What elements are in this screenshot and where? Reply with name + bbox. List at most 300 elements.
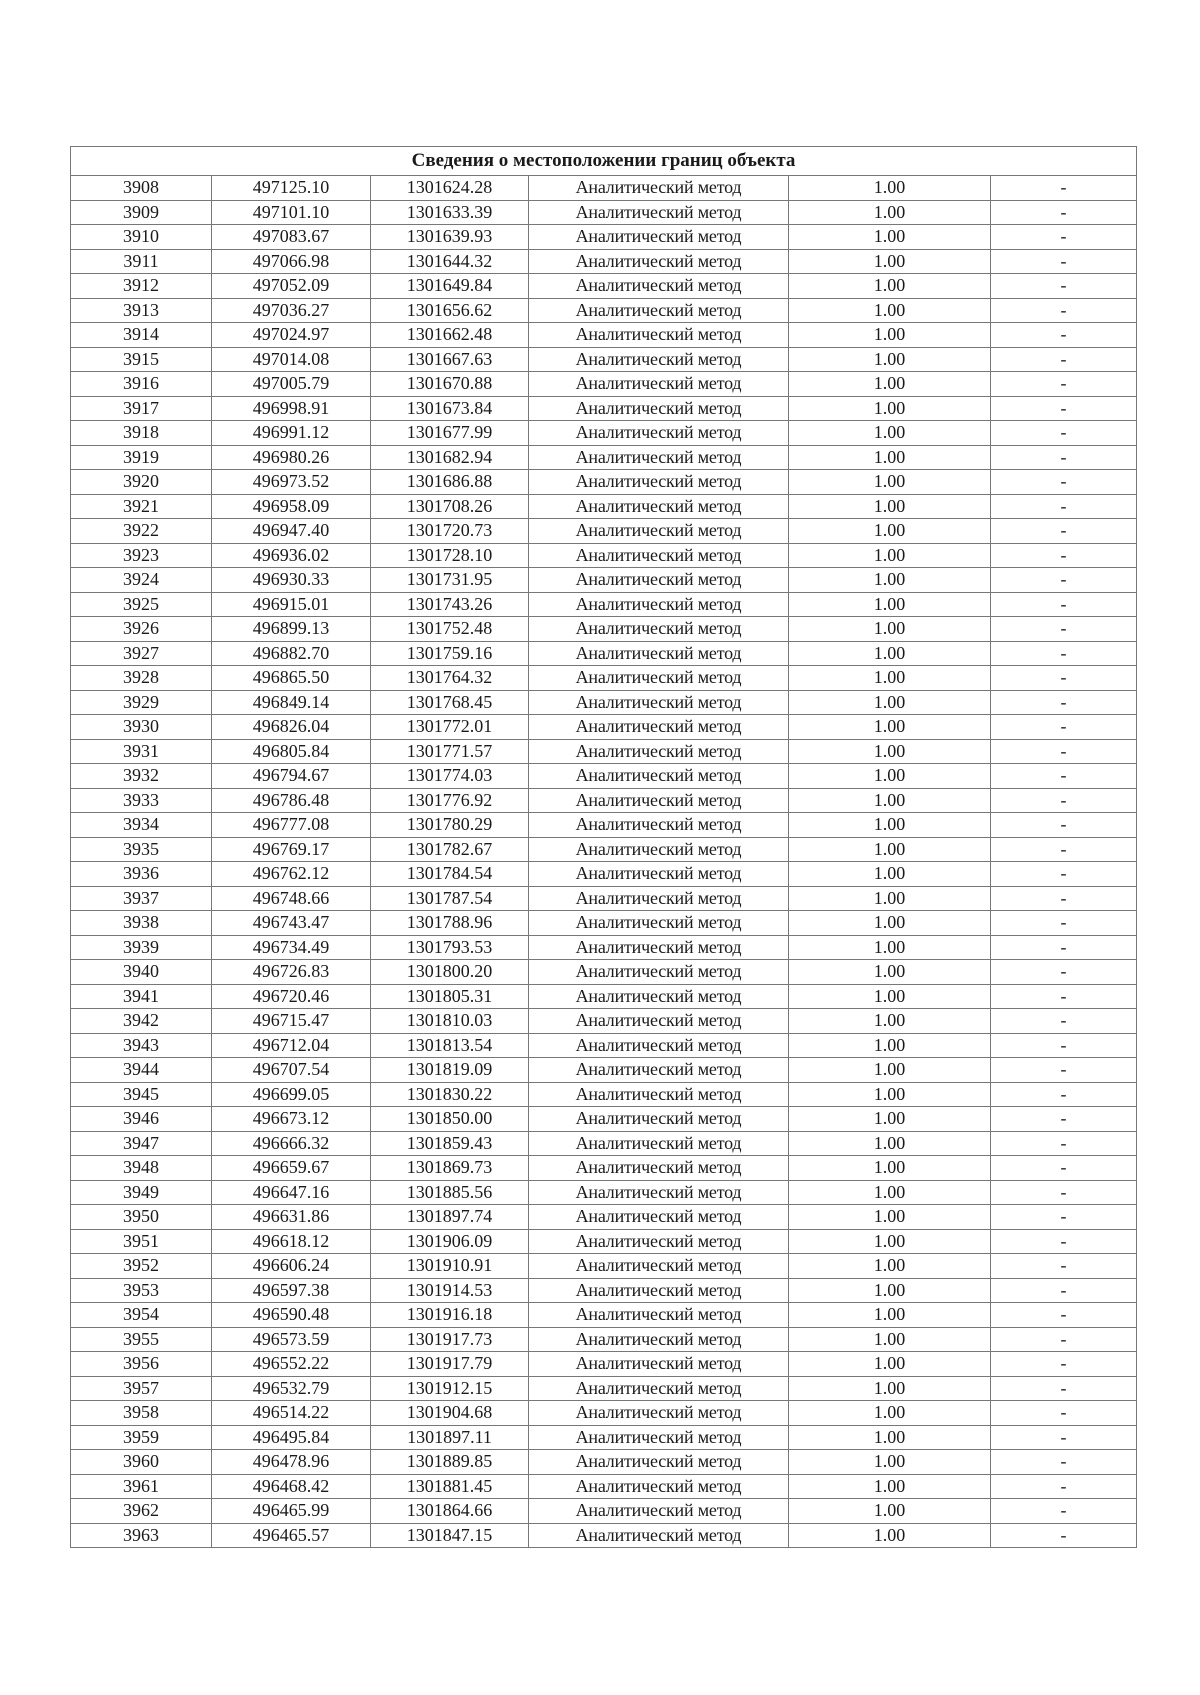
table-row — [71, 690, 1137, 715]
precision-cell: 1.00 — [789, 1303, 991, 1328]
point-number-cell: 3910 — [71, 225, 212, 250]
precision-cell: 1.00 — [789, 249, 991, 274]
table-row — [71, 1499, 1137, 1524]
method-cell: Аналитический метод — [529, 225, 789, 250]
x-coordinate-cell: 497066.98 — [212, 249, 371, 274]
y-coordinate-cell: 1301916.18 — [371, 1303, 529, 1328]
point-number-cell: 3938 — [71, 911, 212, 936]
precision-cell: 1.00 — [789, 323, 991, 348]
method-cell: Аналитический метод — [529, 249, 789, 274]
table-row — [71, 470, 1137, 495]
x-coordinate-cell: 496532.79 — [212, 1376, 371, 1401]
table-row — [71, 249, 1137, 274]
x-coordinate-cell: 496991.12 — [212, 421, 371, 446]
y-coordinate-cell: 1301677.99 — [371, 421, 529, 446]
table-row — [71, 1009, 1137, 1034]
note-cell: - — [991, 1401, 1137, 1426]
precision-cell: 1.00 — [789, 1327, 991, 1352]
point-number-cell: 3919 — [71, 445, 212, 470]
y-coordinate-cell: 1301624.28 — [371, 176, 529, 201]
note-cell: - — [991, 592, 1137, 617]
precision-cell: 1.00 — [789, 421, 991, 446]
y-coordinate-cell: 1301881.45 — [371, 1474, 529, 1499]
point-number-cell: 3939 — [71, 935, 212, 960]
method-cell: Аналитический метод — [529, 739, 789, 764]
note-cell: - — [991, 568, 1137, 593]
x-coordinate-cell: 496865.50 — [212, 666, 371, 691]
y-coordinate-cell: 1301897.74 — [371, 1205, 529, 1230]
table-row — [71, 1205, 1137, 1230]
method-cell: Аналитический метод — [529, 764, 789, 789]
table-row — [71, 813, 1137, 838]
note-cell: - — [991, 1205, 1137, 1230]
point-number-cell: 3951 — [71, 1229, 212, 1254]
x-coordinate-cell: 497125.10 — [212, 176, 371, 201]
method-cell: Аналитический метод — [529, 715, 789, 740]
y-coordinate-cell: 1301897.11 — [371, 1425, 529, 1450]
y-coordinate-cell: 1301662.48 — [371, 323, 529, 348]
precision-cell: 1.00 — [789, 715, 991, 740]
table-row — [71, 494, 1137, 519]
x-coordinate-cell: 496552.22 — [212, 1352, 371, 1377]
method-cell: Аналитический метод — [529, 960, 789, 985]
point-number-cell: 3961 — [71, 1474, 212, 1499]
method-cell: Аналитический метод — [529, 813, 789, 838]
x-coordinate-cell: 497101.10 — [212, 200, 371, 225]
method-cell: Аналитический метод — [529, 641, 789, 666]
note-cell: - — [991, 298, 1137, 323]
point-number-cell: 3923 — [71, 543, 212, 568]
point-number-cell: 3957 — [71, 1376, 212, 1401]
method-cell: Аналитический метод — [529, 1131, 789, 1156]
point-number-cell: 3925 — [71, 592, 212, 617]
point-number-cell: 3943 — [71, 1033, 212, 1058]
point-number-cell: 3922 — [71, 519, 212, 544]
note-cell: - — [991, 1131, 1137, 1156]
table-row — [71, 176, 1137, 201]
point-number-cell: 3953 — [71, 1278, 212, 1303]
x-coordinate-cell: 497014.08 — [212, 347, 371, 372]
note-cell: - — [991, 764, 1137, 789]
y-coordinate-cell: 1301772.01 — [371, 715, 529, 740]
note-cell: - — [991, 960, 1137, 985]
method-cell: Аналитический метод — [529, 1303, 789, 1328]
y-coordinate-cell: 1301667.63 — [371, 347, 529, 372]
precision-cell: 1.00 — [789, 960, 991, 985]
table-row — [71, 1082, 1137, 1107]
method-cell: Аналитический метод — [529, 935, 789, 960]
table-row — [71, 617, 1137, 642]
precision-cell: 1.00 — [789, 641, 991, 666]
point-number-cell: 3913 — [71, 298, 212, 323]
note-cell: - — [991, 1156, 1137, 1181]
point-number-cell: 3917 — [71, 396, 212, 421]
table-row — [71, 764, 1137, 789]
note-cell: - — [991, 1523, 1137, 1548]
method-cell: Аналитический метод — [529, 1425, 789, 1450]
table-row — [71, 715, 1137, 740]
point-number-cell: 3955 — [71, 1327, 212, 1352]
table-row — [71, 445, 1137, 470]
note-cell: - — [991, 347, 1137, 372]
point-number-cell: 3912 — [71, 274, 212, 299]
point-number-cell: 3931 — [71, 739, 212, 764]
table-row — [71, 1376, 1137, 1401]
point-number-cell: 3926 — [71, 617, 212, 642]
method-cell: Аналитический метод — [529, 690, 789, 715]
point-number-cell: 3936 — [71, 862, 212, 887]
y-coordinate-cell: 1301910.91 — [371, 1254, 529, 1279]
table-row — [71, 1450, 1137, 1475]
precision-cell: 1.00 — [789, 1474, 991, 1499]
table-row — [71, 1107, 1137, 1132]
x-coordinate-cell: 496762.12 — [212, 862, 371, 887]
x-coordinate-cell: 496715.47 — [212, 1009, 371, 1034]
precision-cell: 1.00 — [789, 690, 991, 715]
point-number-cell: 3908 — [71, 176, 212, 201]
point-number-cell: 3929 — [71, 690, 212, 715]
table-row — [71, 1131, 1137, 1156]
y-coordinate-cell: 1301906.09 — [371, 1229, 529, 1254]
precision-cell: 1.00 — [789, 568, 991, 593]
x-coordinate-cell: 496748.66 — [212, 886, 371, 911]
y-coordinate-cell: 1301764.32 — [371, 666, 529, 691]
point-number-cell: 3963 — [71, 1523, 212, 1548]
point-number-cell: 3942 — [71, 1009, 212, 1034]
table-row — [71, 298, 1137, 323]
method-cell: Аналитический метод — [529, 298, 789, 323]
x-coordinate-cell: 496666.32 — [212, 1131, 371, 1156]
method-cell: Аналитический метод — [529, 837, 789, 862]
method-cell: Аналитический метод — [529, 421, 789, 446]
x-coordinate-cell: 496726.83 — [212, 960, 371, 985]
precision-cell: 1.00 — [789, 1180, 991, 1205]
x-coordinate-cell: 496631.86 — [212, 1205, 371, 1230]
method-cell: Аналитический метод — [529, 1523, 789, 1548]
note-cell: - — [991, 519, 1137, 544]
x-coordinate-cell: 496465.99 — [212, 1499, 371, 1524]
method-cell: Аналитический метод — [529, 1278, 789, 1303]
y-coordinate-cell: 1301649.84 — [371, 274, 529, 299]
note-cell: - — [991, 617, 1137, 642]
note-cell: - — [991, 911, 1137, 936]
table-row — [71, 1352, 1137, 1377]
x-coordinate-cell: 496673.12 — [212, 1107, 371, 1132]
x-coordinate-cell: 496707.54 — [212, 1058, 371, 1083]
x-coordinate-cell: 496882.70 — [212, 641, 371, 666]
note-cell: - — [991, 1450, 1137, 1475]
note-cell: - — [991, 641, 1137, 666]
y-coordinate-cell: 1301780.29 — [371, 813, 529, 838]
method-cell: Аналитический метод — [529, 445, 789, 470]
note-cell: - — [991, 666, 1137, 691]
x-coordinate-cell: 496468.42 — [212, 1474, 371, 1499]
x-coordinate-cell: 497052.09 — [212, 274, 371, 299]
y-coordinate-cell: 1301885.56 — [371, 1180, 529, 1205]
note-cell: - — [991, 1229, 1137, 1254]
point-number-cell: 3927 — [71, 641, 212, 666]
precision-cell: 1.00 — [789, 1229, 991, 1254]
precision-cell: 1.00 — [789, 200, 991, 225]
y-coordinate-cell: 1301912.15 — [371, 1376, 529, 1401]
method-cell: Аналитический метод — [529, 1254, 789, 1279]
method-cell: Аналитический метод — [529, 984, 789, 1009]
table-row — [71, 347, 1137, 372]
y-coordinate-cell: 1301768.45 — [371, 690, 529, 715]
y-coordinate-cell: 1301743.26 — [371, 592, 529, 617]
method-cell: Аналитический метод — [529, 1180, 789, 1205]
x-coordinate-cell: 496805.84 — [212, 739, 371, 764]
precision-cell: 1.00 — [789, 274, 991, 299]
x-coordinate-cell: 496998.91 — [212, 396, 371, 421]
x-coordinate-cell: 496769.17 — [212, 837, 371, 862]
method-cell: Аналитический метод — [529, 886, 789, 911]
note-cell: - — [991, 445, 1137, 470]
method-cell: Аналитический метод — [529, 1058, 789, 1083]
table-row — [71, 1303, 1137, 1328]
table-row — [71, 396, 1137, 421]
note-cell: - — [991, 176, 1137, 201]
point-number-cell: 3909 — [71, 200, 212, 225]
x-coordinate-cell: 496777.08 — [212, 813, 371, 838]
note-cell: - — [991, 935, 1137, 960]
note-cell: - — [991, 1376, 1137, 1401]
point-number-cell: 3930 — [71, 715, 212, 740]
y-coordinate-cell: 1301847.15 — [371, 1523, 529, 1548]
table-row — [71, 1180, 1137, 1205]
method-cell: Аналитический метод — [529, 666, 789, 691]
note-cell: - — [991, 1180, 1137, 1205]
table-row — [71, 837, 1137, 862]
precision-cell: 1.00 — [789, 1450, 991, 1475]
point-number-cell: 3940 — [71, 960, 212, 985]
y-coordinate-cell: 1301850.00 — [371, 1107, 529, 1132]
method-cell: Аналитический метод — [529, 470, 789, 495]
x-coordinate-cell: 496734.49 — [212, 935, 371, 960]
y-coordinate-cell: 1301728.10 — [371, 543, 529, 568]
method-cell: Аналитический метод — [529, 1401, 789, 1426]
x-coordinate-cell: 496495.84 — [212, 1425, 371, 1450]
method-cell: Аналитический метод — [529, 200, 789, 225]
note-cell: - — [991, 470, 1137, 495]
precision-cell: 1.00 — [789, 372, 991, 397]
note-cell: - — [991, 1107, 1137, 1132]
y-coordinate-cell: 1301759.16 — [371, 641, 529, 666]
table-row — [71, 1156, 1137, 1181]
precision-cell: 1.00 — [789, 1033, 991, 1058]
note-cell: - — [991, 1082, 1137, 1107]
table-row — [71, 592, 1137, 617]
precision-cell: 1.00 — [789, 347, 991, 372]
table-row — [71, 911, 1137, 936]
x-coordinate-cell: 497036.27 — [212, 298, 371, 323]
y-coordinate-cell: 1301830.22 — [371, 1082, 529, 1107]
method-cell: Аналитический метод — [529, 568, 789, 593]
note-cell: - — [991, 813, 1137, 838]
x-coordinate-cell: 496786.48 — [212, 788, 371, 813]
note-cell: - — [991, 396, 1137, 421]
x-coordinate-cell: 496606.24 — [212, 1254, 371, 1279]
table-row — [71, 1401, 1137, 1426]
y-coordinate-cell: 1301656.62 — [371, 298, 529, 323]
precision-cell: 1.00 — [789, 592, 991, 617]
point-number-cell: 3918 — [71, 421, 212, 446]
note-cell: - — [991, 1254, 1137, 1279]
note-cell: - — [991, 1303, 1137, 1328]
y-coordinate-cell: 1301917.79 — [371, 1352, 529, 1377]
point-number-cell: 3956 — [71, 1352, 212, 1377]
precision-cell: 1.00 — [789, 445, 991, 470]
precision-cell: 1.00 — [789, 1254, 991, 1279]
x-coordinate-cell: 496849.14 — [212, 690, 371, 715]
y-coordinate-cell: 1301787.54 — [371, 886, 529, 911]
x-coordinate-cell: 496618.12 — [212, 1229, 371, 1254]
note-cell: - — [991, 200, 1137, 225]
table-row — [71, 1425, 1137, 1450]
method-cell: Аналитический метод — [529, 176, 789, 201]
method-cell: Аналитический метод — [529, 1156, 789, 1181]
method-cell: Аналитический метод — [529, 1082, 789, 1107]
point-number-cell: 3958 — [71, 1401, 212, 1426]
table-row — [71, 568, 1137, 593]
precision-cell: 1.00 — [789, 1523, 991, 1548]
note-cell: - — [991, 1499, 1137, 1524]
method-cell: Аналитический метод — [529, 519, 789, 544]
y-coordinate-cell: 1301904.68 — [371, 1401, 529, 1426]
precision-cell: 1.00 — [789, 1425, 991, 1450]
method-cell: Аналитический метод — [529, 1009, 789, 1034]
y-coordinate-cell: 1301720.73 — [371, 519, 529, 544]
x-coordinate-cell: 496465.57 — [212, 1523, 371, 1548]
x-coordinate-cell: 496899.13 — [212, 617, 371, 642]
point-number-cell: 3941 — [71, 984, 212, 1009]
note-cell: - — [991, 1009, 1137, 1034]
method-cell: Аналитический метод — [529, 1499, 789, 1524]
method-cell: Аналитический метод — [529, 323, 789, 348]
table-row — [71, 886, 1137, 911]
method-cell: Аналитический метод — [529, 617, 789, 642]
y-coordinate-cell: 1301889.85 — [371, 1450, 529, 1475]
point-number-cell: 3962 — [71, 1499, 212, 1524]
point-number-cell: 3954 — [71, 1303, 212, 1328]
y-coordinate-cell: 1301670.88 — [371, 372, 529, 397]
point-number-cell: 3928 — [71, 666, 212, 691]
precision-cell: 1.00 — [789, 1278, 991, 1303]
note-cell: - — [991, 249, 1137, 274]
note-cell: - — [991, 494, 1137, 519]
note-cell: - — [991, 739, 1137, 764]
table-row — [71, 788, 1137, 813]
x-coordinate-cell: 496980.26 — [212, 445, 371, 470]
y-coordinate-cell: 1301805.31 — [371, 984, 529, 1009]
method-cell: Аналитический метод — [529, 788, 789, 813]
x-coordinate-cell: 496973.52 — [212, 470, 371, 495]
table-row — [71, 1254, 1137, 1279]
note-cell: - — [991, 1327, 1137, 1352]
y-coordinate-cell: 1301752.48 — [371, 617, 529, 642]
y-coordinate-cell: 1301776.92 — [371, 788, 529, 813]
point-number-cell: 3934 — [71, 813, 212, 838]
x-coordinate-cell: 496743.47 — [212, 911, 371, 936]
method-cell: Аналитический метод — [529, 1327, 789, 1352]
point-number-cell: 3949 — [71, 1180, 212, 1205]
table-row — [71, 1033, 1137, 1058]
y-coordinate-cell: 1301673.84 — [371, 396, 529, 421]
precision-cell: 1.00 — [789, 984, 991, 1009]
note-cell: - — [991, 1425, 1137, 1450]
method-cell: Аналитический метод — [529, 1352, 789, 1377]
x-coordinate-cell: 496712.04 — [212, 1033, 371, 1058]
y-coordinate-cell: 1301708.26 — [371, 494, 529, 519]
x-coordinate-cell: 497024.97 — [212, 323, 371, 348]
y-coordinate-cell: 1301793.53 — [371, 935, 529, 960]
precision-cell: 1.00 — [789, 1352, 991, 1377]
table-row — [71, 372, 1137, 397]
method-cell: Аналитический метод — [529, 592, 789, 617]
x-coordinate-cell: 496958.09 — [212, 494, 371, 519]
y-coordinate-cell: 1301644.32 — [371, 249, 529, 274]
point-number-cell: 3911 — [71, 249, 212, 274]
point-number-cell: 3935 — [71, 837, 212, 862]
point-number-cell: 3959 — [71, 1425, 212, 1450]
y-coordinate-cell: 1301633.39 — [371, 200, 529, 225]
point-number-cell: 3916 — [71, 372, 212, 397]
table-row — [71, 1229, 1137, 1254]
y-coordinate-cell: 1301864.66 — [371, 1499, 529, 1524]
y-coordinate-cell: 1301914.53 — [371, 1278, 529, 1303]
method-cell: Аналитический метод — [529, 1376, 789, 1401]
table-row — [71, 519, 1137, 544]
y-coordinate-cell: 1301810.03 — [371, 1009, 529, 1034]
note-cell: - — [991, 1352, 1137, 1377]
precision-cell: 1.00 — [789, 788, 991, 813]
note-cell: - — [991, 1058, 1137, 1083]
method-cell: Аналитический метод — [529, 1205, 789, 1230]
note-cell: - — [991, 1033, 1137, 1058]
precision-cell: 1.00 — [789, 764, 991, 789]
table-row — [71, 1278, 1137, 1303]
method-cell: Аналитический метод — [529, 274, 789, 299]
point-number-cell: 3950 — [71, 1205, 212, 1230]
precision-cell: 1.00 — [789, 1499, 991, 1524]
precision-cell: 1.00 — [789, 396, 991, 421]
precision-cell: 1.00 — [789, 739, 991, 764]
method-cell: Аналитический метод — [529, 911, 789, 936]
x-coordinate-cell: 496573.59 — [212, 1327, 371, 1352]
y-coordinate-cell: 1301859.43 — [371, 1131, 529, 1156]
precision-cell: 1.00 — [789, 1107, 991, 1132]
method-cell: Аналитический метод — [529, 1229, 789, 1254]
precision-cell: 1.00 — [789, 1009, 991, 1034]
precision-cell: 1.00 — [789, 1376, 991, 1401]
point-number-cell: 3947 — [71, 1131, 212, 1156]
method-cell: Аналитический метод — [529, 494, 789, 519]
precision-cell: 1.00 — [789, 1401, 991, 1426]
table-body — [71, 147, 1137, 1548]
note-cell: - — [991, 715, 1137, 740]
y-coordinate-cell: 1301731.95 — [371, 568, 529, 593]
y-coordinate-cell: 1301819.09 — [371, 1058, 529, 1083]
note-cell: - — [991, 421, 1137, 446]
point-number-cell: 3960 — [71, 1450, 212, 1475]
precision-cell: 1.00 — [789, 837, 991, 862]
table-row — [71, 200, 1137, 225]
table-row — [71, 739, 1137, 764]
precision-cell: 1.00 — [789, 666, 991, 691]
y-coordinate-cell: 1301771.57 — [371, 739, 529, 764]
point-number-cell: 3914 — [71, 323, 212, 348]
point-number-cell: 3932 — [71, 764, 212, 789]
